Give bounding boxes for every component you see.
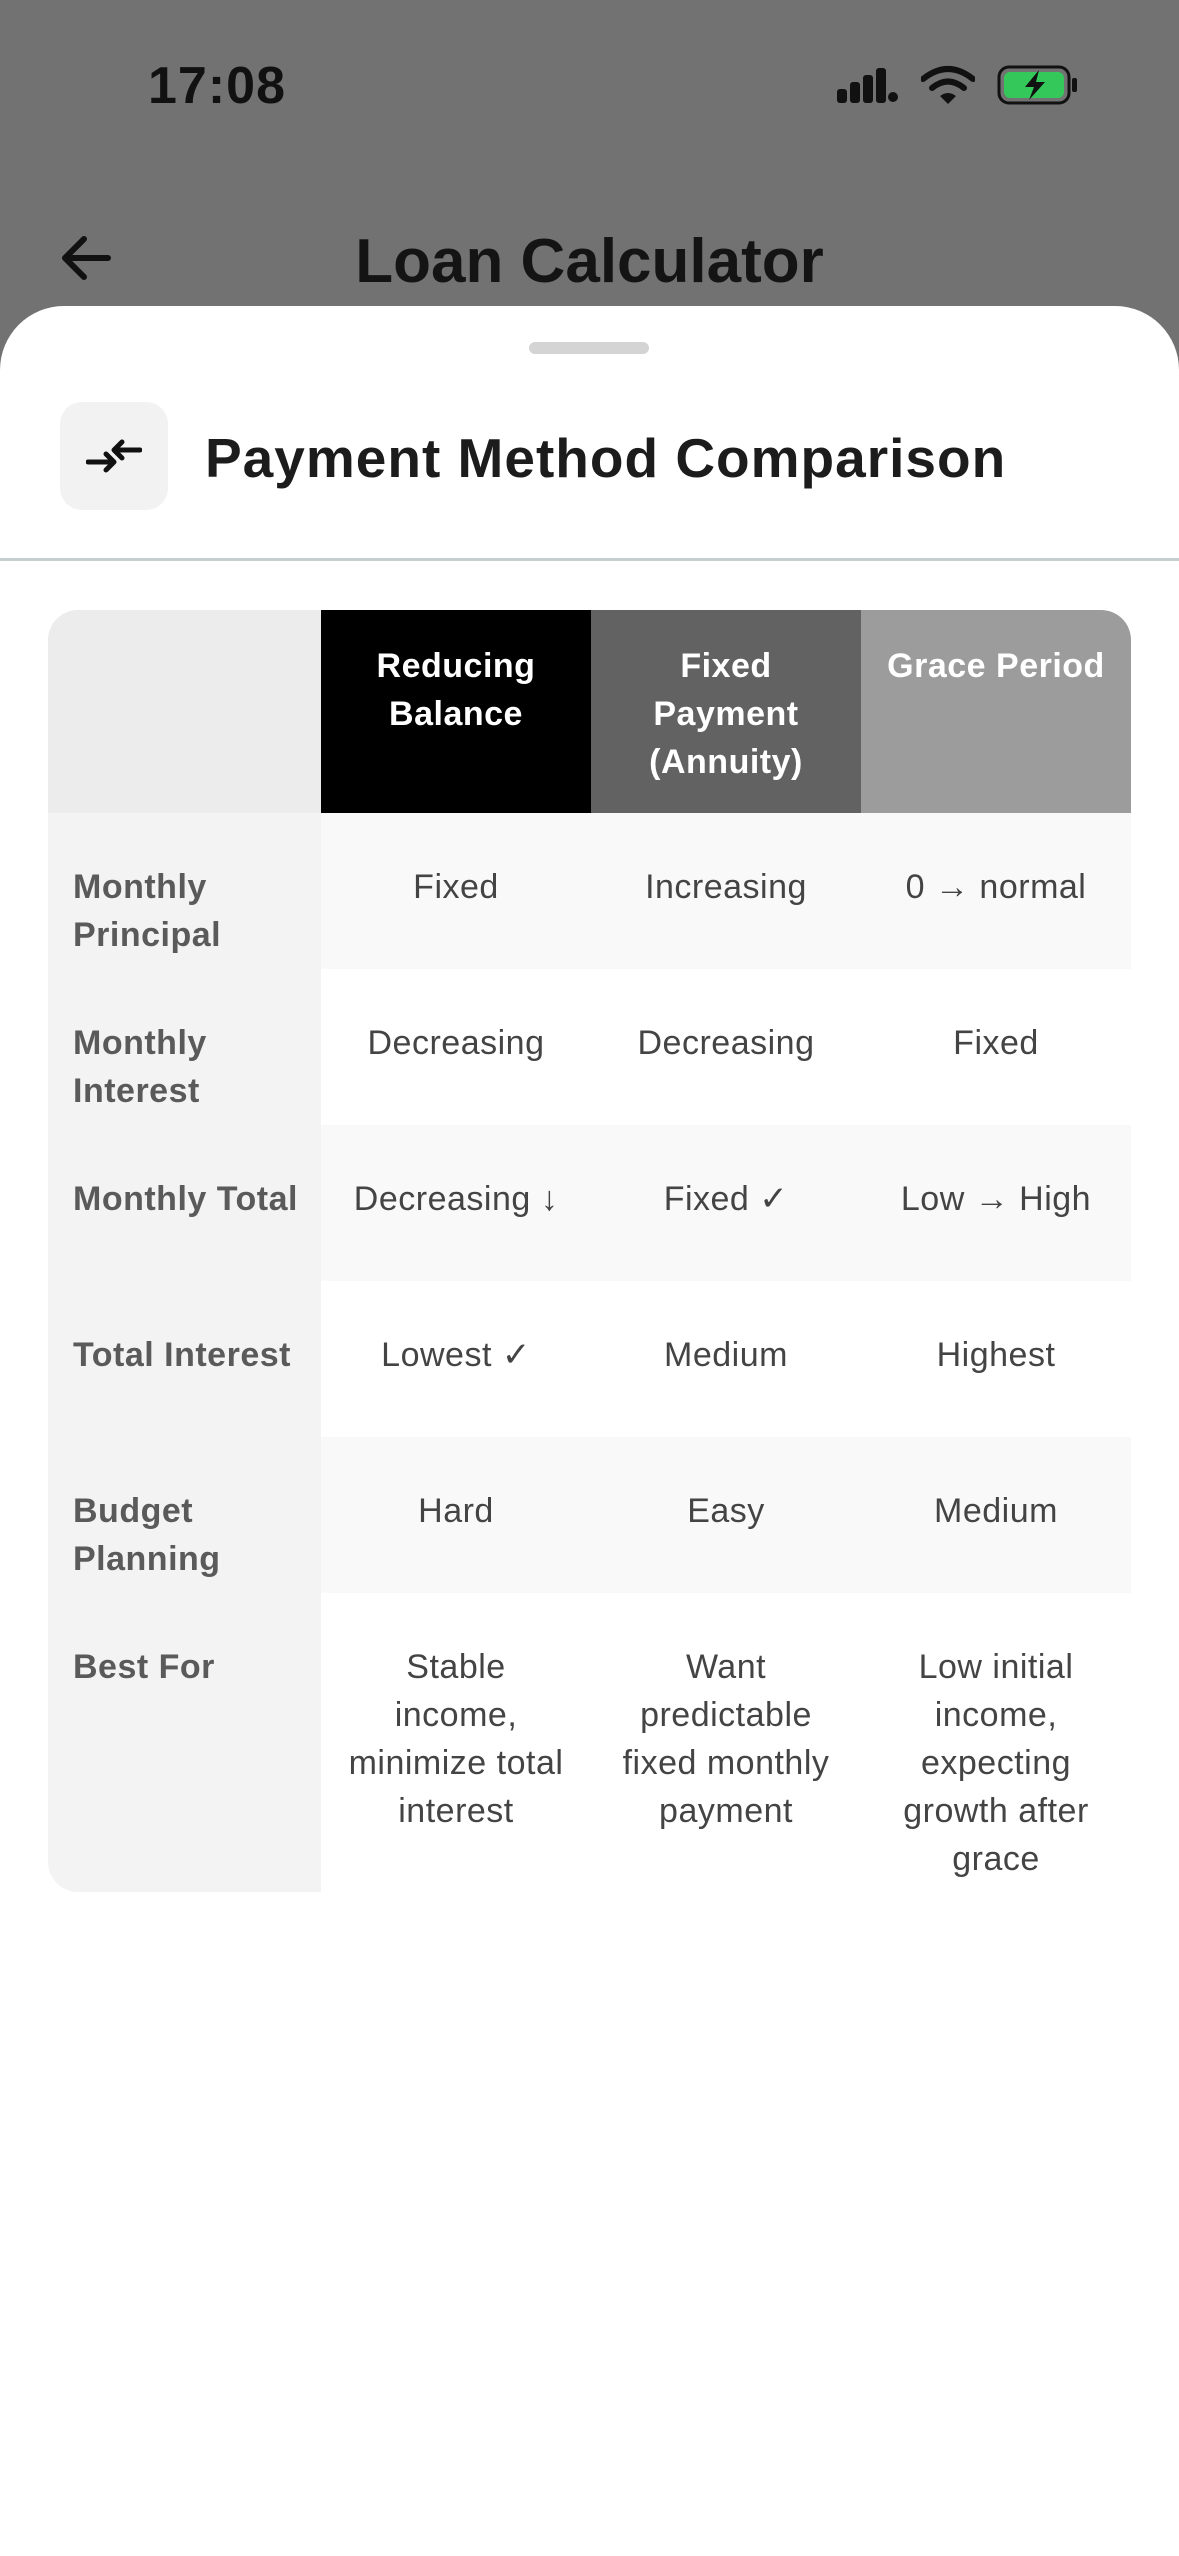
table-cell: Stable income, minimize total interest [348, 1648, 564, 1830]
table-row [48, 1593, 1131, 1892]
row-label: Monthly Total [48, 1125, 321, 1281]
compare-arrows-icon [60, 402, 168, 510]
status-time: 17:08 [148, 57, 286, 115]
column-header-fixed-payment: Fixed Payment (Annuity) [591, 610, 861, 813]
sheet-title: Payment Method Comparison [205, 427, 1007, 489]
page-title: Loan Calculator [355, 227, 824, 296]
table-cell: Fixed [413, 868, 499, 906]
battery-charging-icon [997, 64, 1079, 111]
column-header-reducing-balance: Reducing Balance [321, 610, 591, 813]
table-cell: Increasing [645, 868, 807, 906]
row-label: Monthly Principal [48, 813, 321, 969]
table-header-row [48, 610, 1131, 813]
column-header-grace-period: Grace Period [861, 610, 1131, 813]
table-row [48, 969, 1131, 1125]
sheet-header [0, 402, 1179, 510]
table-cell: Medium [664, 1336, 788, 1374]
row-label: Budget Planning [48, 1437, 321, 1593]
table-row [48, 813, 1131, 969]
table-cell: 0 → normal [905, 868, 1087, 906]
table-row [48, 1125, 1131, 1281]
cellular-signal-icon [837, 65, 899, 110]
header-divider [0, 558, 1179, 561]
table-cell: Hard [418, 1492, 494, 1530]
table-cell: Decreasing ↓ [353, 1180, 559, 1218]
table-row [48, 1437, 1131, 1593]
table-cell: Fixed ✓ [663, 1180, 789, 1218]
table-cell: Want predictable fixed monthly payment [622, 1648, 830, 1830]
sheet-grabber[interactable] [529, 342, 649, 354]
table-cell: Fixed [953, 1024, 1039, 1062]
wifi-icon [921, 65, 975, 110]
row-label: Monthly Interest [48, 969, 321, 1125]
table-cell: Highest [936, 1336, 1056, 1374]
table-cell: Low initial income, expecting growth after grace [903, 1648, 1089, 1878]
table-row [48, 1281, 1131, 1437]
comparison-table [48, 610, 1131, 1892]
comparison-sheet [0, 306, 1179, 2556]
table-cell: Lowest ✓ [381, 1336, 531, 1374]
row-label: Total Interest [48, 1281, 321, 1437]
table-cell: Decreasing [637, 1024, 815, 1062]
status-icons [837, 64, 1079, 111]
table-cell: Low → High [900, 1180, 1092, 1218]
table-cell: Decreasing [367, 1024, 545, 1062]
header-corner-cell [48, 610, 321, 813]
row-label: Best For [48, 1593, 321, 1892]
table-cell: Easy [687, 1492, 765, 1530]
table-cell: Medium [934, 1492, 1058, 1530]
